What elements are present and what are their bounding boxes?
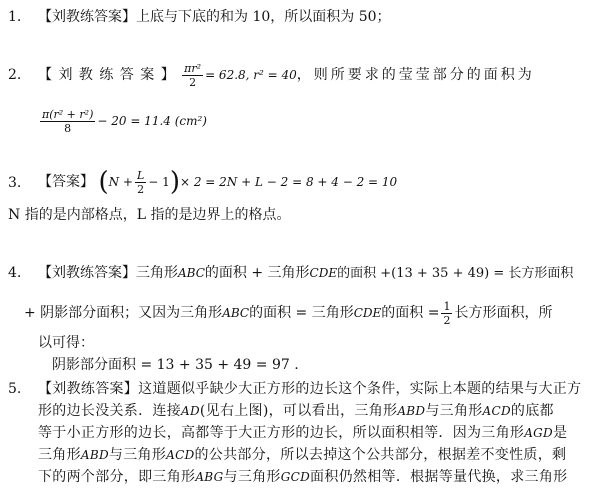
item-2-line2 <box>38 104 207 138</box>
item-2-number: 2. <box>8 67 22 83</box>
item-1-text: 上底与下底的和为 10，所以面积为 50； <box>136 9 391 25</box>
item-4-line2-d: 长方形面积，所 <box>454 305 553 321</box>
item-5-line5-a: 下的两个部分，即三角形 <box>38 469 196 485</box>
item-3-number: 3. <box>8 175 22 191</box>
item-4-fraction: $\frac{1}{2}$ <box>443 299 451 327</box>
item-2-fraction: $\frac{\text{πr²}}{2}$ <box>184 61 202 89</box>
item-2-tag: 【 刘 教 练 答 案 】 <box>38 67 176 83</box>
item-5-line5-c: 面积仍然相等．根据等量代换，求三角形 <box>310 469 568 485</box>
item-5-line3-b: 是 <box>552 425 568 441</box>
item-5-line4-acd: ACD <box>166 448 195 462</box>
item-3-formula-mid: − 1 <box>148 175 170 189</box>
item-2-line1 <box>38 58 535 92</box>
item-4-line1-a: 三角形 <box>136 265 178 281</box>
item-4-tag: 【刘教练答案】 <box>38 265 136 281</box>
item-4-number: 4. <box>8 265 22 281</box>
item-5-abd: ABD <box>397 404 426 418</box>
item-5-line2-b: (见右上图)，可以看出，三角形 <box>199 403 398 419</box>
item-3-line1 <box>38 164 397 200</box>
item-2-line2-fraction: $\frac{\text{π(r² + r²)}}{8}$ <box>42 107 94 135</box>
item-5-line3 <box>38 424 567 442</box>
item-4-line2-c: 的面积 = <box>381 305 440 321</box>
item-4-cde: CDE <box>309 266 338 280</box>
item-2-text-after: ，则所要求的莹莹部分的面积为 <box>296 67 535 83</box>
item-4-abc: ABC <box>178 266 205 280</box>
item-3-fraction: $\frac{L}{2}$ <box>136 168 145 196</box>
item-3-formula-rest: × 2 = 2N + L − 2 = 8 + 4 − 2 = 10 <box>179 175 398 189</box>
item-4-line2 <box>24 296 552 330</box>
item-5-line4-c: 的公共部分，所以去掉这个公共部分，根据差不变性质，剩 <box>194 447 567 463</box>
item-4-line3: 以可得： <box>38 335 94 351</box>
item-5-line2-a: 形的边长没关系．连接 <box>38 403 181 419</box>
item-4-line1 <box>38 264 573 283</box>
item-4-line2-abc: ABC <box>222 306 250 320</box>
item-5-abg: ABG <box>195 470 224 484</box>
item-5-ad: AD <box>181 404 200 418</box>
item-5-line5 <box>38 468 567 486</box>
item-5-line4 <box>38 446 566 464</box>
item-5-acd: ACD <box>482 404 511 418</box>
item-5-line4-a: 三角形 <box>38 447 81 463</box>
item-5-line2-c: 与三角形 <box>425 403 483 419</box>
item-4-line1-c: 的面积 +(13 + 35 + 49) = 长方形面积 <box>337 266 574 281</box>
item-4-line1-b: 的面积 + 三角形 <box>204 265 310 281</box>
item-2-formula: = 62.8, r² = 40 <box>205 68 297 82</box>
item-5-line3-text: 等于小正方形的边长，高都等于大正方形的边长，所以面积相等．因为三角形 <box>38 425 525 441</box>
item-3-open-paren: ( <box>98 167 109 197</box>
item-1-number: 1. <box>8 9 22 25</box>
item-1-tag: 【刘教练答案】 <box>38 9 136 25</box>
item-5-number: 5. <box>8 381 22 397</box>
item-4-line2-b: 的面积 = 三角形 <box>249 305 354 321</box>
item-4-line2-cde: CDE <box>353 306 382 320</box>
item-2-line2-formula: − 20 = 11.4 (cm²) <box>97 114 207 128</box>
item-3-close-paren: ) <box>169 167 180 197</box>
item-4-line4: 阴影部分面积 = 13 + 35 + 49 = 97 . <box>52 357 299 373</box>
item-1-line <box>38 8 391 26</box>
item-5-line2 <box>38 402 554 420</box>
item-5-line4-b: 与三角形 <box>108 447 167 463</box>
item-3-formula-pre: N + <box>108 175 133 189</box>
item-5-tag: 【刘教练答案】 <box>38 381 139 397</box>
item-5-line1-text: 这道题似乎缺少大正方形的边长这个条件，实际上本题的结果与大正方 <box>138 381 582 397</box>
item-5-line5-b: 与三角形 <box>223 469 281 485</box>
item-5-line2-d: 的底都 <box>510 403 554 419</box>
item-3-note: N 指的是内部格点，L 指的是边界上的格点。 <box>8 207 291 223</box>
item-4-line2-a: + 阴影部分面积；又因为三角形 <box>24 305 223 321</box>
item-5-line4-abd: ABD <box>80 448 109 462</box>
item-3-tag: 【答案】 <box>38 174 94 190</box>
item-5-line1 <box>38 380 581 398</box>
item-5-gcd: GCD <box>280 470 311 484</box>
item-5-agd: AGD <box>524 426 553 440</box>
